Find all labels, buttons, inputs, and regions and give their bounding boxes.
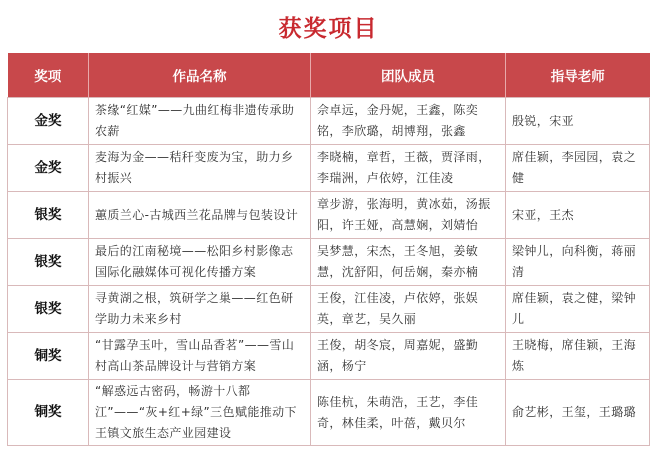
work-cell: “甘露孕玉叶，雪山品香茗”——雪山村高山茶品牌设计与营销方案 bbox=[89, 333, 311, 380]
work-cell: 茶缘“红媒”——九曲红梅非遗传承助农薪 bbox=[89, 98, 311, 145]
award-cell: 金奖 bbox=[8, 98, 89, 145]
page-title: 获奖项目 bbox=[278, 16, 379, 42]
awards-table bbox=[7, 53, 650, 446]
advisors-cell: 殷锐，宋亚 bbox=[506, 98, 650, 145]
work-cell: “解惑远古密码，畅游十八都江”——“灰+红+绿”三色赋能推动下王镇文旅生态产业园建设 bbox=[89, 380, 311, 446]
award-cell: 银奖 bbox=[8, 286, 89, 333]
advisors-cell: 席佳颖，李园园，袁之健 bbox=[506, 145, 650, 192]
table-header-row bbox=[8, 53, 650, 98]
header-members: 团队成员 bbox=[311, 53, 506, 98]
table-row bbox=[8, 239, 650, 286]
members-cell: 王俊，江佳凌，卢依婷，张娱英，章艺，吴久丽 bbox=[311, 286, 506, 333]
table-row bbox=[8, 286, 650, 333]
table-row bbox=[8, 192, 650, 239]
table-row bbox=[8, 145, 650, 192]
header-advisors: 指导老师 bbox=[506, 53, 650, 98]
award-cell: 金奖 bbox=[8, 145, 89, 192]
advisors-cell: 宋亚，王杰 bbox=[506, 192, 650, 239]
table-row bbox=[8, 333, 650, 380]
advisors-cell: 王晓梅，席佳颖，王海炼 bbox=[506, 333, 650, 380]
members-cell: 章步游，张海明，黄冰茹，汤振阳，许王娅，高慧娴，刘婧怡 bbox=[311, 192, 506, 239]
award-cell: 铜奖 bbox=[8, 380, 89, 446]
work-cell: 寻黄湖之根，筑研学之巢——红色研学助力未来乡村 bbox=[89, 286, 311, 333]
members-cell: 佘卓远，金丹妮，王鑫，陈奕铭，李欣璐，胡博翔，张鑫 bbox=[311, 98, 506, 145]
table-row bbox=[8, 380, 650, 446]
advisors-cell: 梁钟儿，向科衡，蒋丽清 bbox=[506, 239, 650, 286]
header-award: 奖项 bbox=[8, 53, 89, 98]
award-cell: 铜奖 bbox=[8, 333, 89, 380]
advisors-cell: 席佳颖，袁之健，梁钟儿 bbox=[506, 286, 650, 333]
members-cell: 王俊，胡冬宸，周嘉妮，盛勤涵，杨宁 bbox=[311, 333, 506, 380]
work-cell: 最后的江南秘境——松阳乡村影像志国际化融媒体可视化传播方案 bbox=[89, 239, 311, 286]
members-cell: 李晓楠，章哲，王薇，贾泽雨，李瑞洲，卢依婷，江佳凌 bbox=[311, 145, 506, 192]
table-row bbox=[8, 98, 650, 145]
members-cell: 吴梦慧，宋杰，王冬旭，姜敏慧，沈舒阳，何岳娴，秦亦楠 bbox=[311, 239, 506, 286]
header-work: 作品名称 bbox=[89, 53, 311, 98]
work-cell: 蕙质兰心-古城西兰花品牌与包装设计 bbox=[89, 192, 311, 239]
advisors-cell: 俞艺彬，王玺，王璐璐 bbox=[506, 380, 650, 446]
work-cell: 麦海为金——秸秆变废为宝，助力乡村振兴 bbox=[89, 145, 311, 192]
members-cell: 陈佳杭，朱萌浩，王艺，李佳奇，林佳柔，叶蓓，戴贝尔 bbox=[311, 380, 506, 446]
award-cell: 银奖 bbox=[8, 192, 89, 239]
award-cell: 银奖 bbox=[8, 239, 89, 286]
